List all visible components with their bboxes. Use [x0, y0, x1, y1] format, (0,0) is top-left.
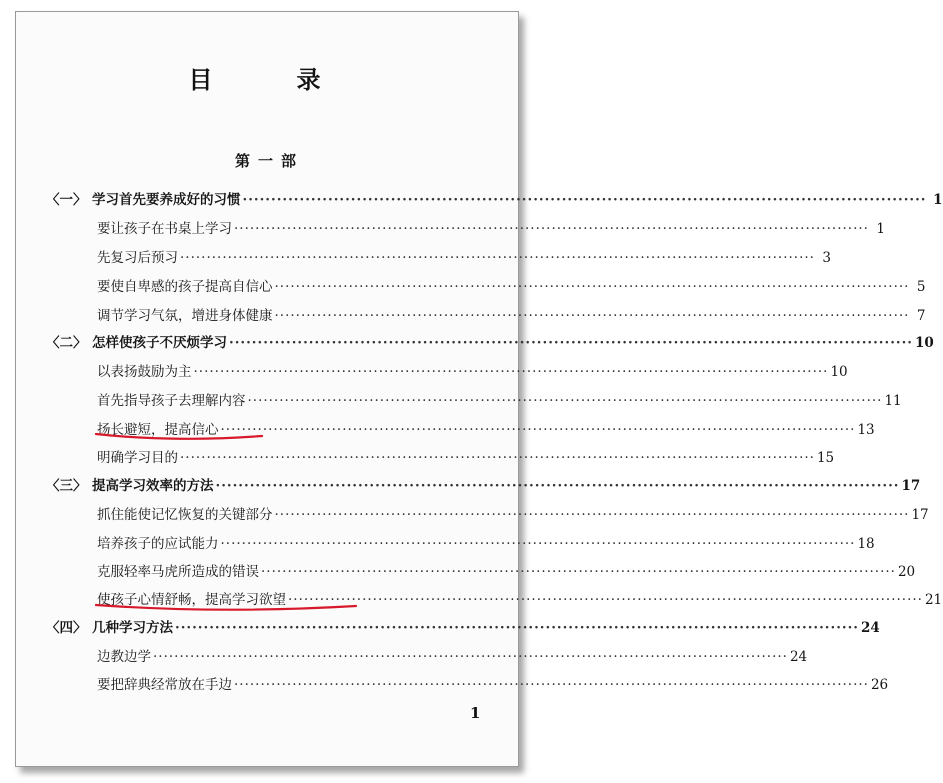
chapter-number: 〈三〉 — [46, 478, 87, 494]
chapter-title: 学习首先要养成好的习惯 — [92, 192, 241, 208]
leader-dots: ························································································································ — [234, 221, 869, 237]
page-number: 1 — [933, 192, 943, 208]
page-number: 11 — [884, 393, 902, 409]
leader-dots: ························································································································ — [193, 364, 829, 380]
page-number: 15 — [816, 450, 835, 466]
entry-title: 首先指导孩子去理解内容 — [97, 393, 246, 409]
leader-dots: ························································································································ — [175, 620, 859, 636]
page-number: 17 — [901, 478, 921, 494]
red-underline — [96, 434, 262, 439]
page-number: 10 — [915, 335, 934, 351]
leader-dots: ························································································································ — [153, 649, 788, 665]
page-number: 1 — [876, 221, 885, 237]
entry-title: 以表扬鼓励为主 — [97, 364, 192, 380]
page-number: 26 — [870, 677, 889, 693]
page-number: 3 — [822, 250, 831, 266]
entry-title: 要把辞典经常放在手边 — [97, 677, 232, 693]
leader-dots: ························································································································ — [247, 393, 883, 409]
entry-title: 调节学习气氛，增进身体健康 — [97, 308, 273, 324]
leader-dots: ························································································································ — [261, 564, 896, 580]
page-number: 24 — [789, 649, 808, 665]
entry-title: 明确学习目的 — [97, 450, 178, 466]
leader-dots: ························································································································ — [229, 335, 913, 351]
entry-title: 要让孩子在书桌上学习 — [97, 221, 232, 237]
section-title: 第一部 — [234, 152, 304, 170]
entry-title: 克服轻率马虎所造成的错误 — [97, 564, 259, 580]
leader-dots: ························································································································ — [180, 250, 815, 266]
entry-title: 要使自卑感的孩子提高自信心 — [97, 279, 273, 295]
page-number: 5 — [916, 279, 926, 295]
leader-dots: ························································································································ — [274, 308, 910, 324]
chapter-number: 〈一〉 — [46, 192, 87, 208]
chapter-title: 几种学习方法 — [92, 620, 173, 636]
page-title: 目 录 — [188, 65, 351, 94]
page-number: 17 — [911, 507, 929, 523]
leader-dots: ························································································································ — [274, 279, 910, 295]
red-underline — [96, 605, 356, 610]
footer-page-number: 1 — [470, 704, 481, 722]
leader-dots: ························································································································ — [288, 592, 923, 608]
leader-dots: ························································································································ — [220, 422, 856, 438]
page-number: 18 — [857, 536, 875, 552]
chapter-number: 〈四〉 — [46, 620, 87, 636]
entry-title: 培养孩子的应试能力 — [97, 536, 219, 552]
leader-dots: ························································································································ — [220, 536, 856, 552]
leader-dots: ························································································································ — [274, 507, 910, 523]
entry-title: 扬长避短，提高信心 — [97, 422, 219, 438]
chapter-title: 怎样使孩子不厌烦学习 — [92, 335, 227, 351]
page-number: 7 — [916, 308, 926, 324]
entry-title: 抓住能使记忆恢复的关键部分 — [97, 507, 273, 523]
entry-title: 先复习后预习 — [97, 250, 178, 266]
chapter-title: 提高学习效率的方法 — [92, 478, 214, 494]
leader-dots: ························································································································ — [180, 450, 815, 466]
page-number: 13 — [857, 422, 875, 438]
page-number: 21 — [924, 592, 943, 608]
page-number: 20 — [897, 564, 916, 580]
page-number: 24 — [861, 620, 880, 636]
leader-dots: ························································································································ — [242, 192, 927, 208]
leader-dots: ························································································································ — [234, 677, 869, 693]
entry-title: 使孩子心情舒畅，提高学习欲望 — [97, 592, 286, 608]
page-number: 10 — [830, 364, 848, 380]
entry-title: 边教边学 — [97, 649, 151, 665]
chapter-number: 〈二〉 — [46, 335, 87, 351]
leader-dots: ························································································································ — [215, 478, 900, 494]
